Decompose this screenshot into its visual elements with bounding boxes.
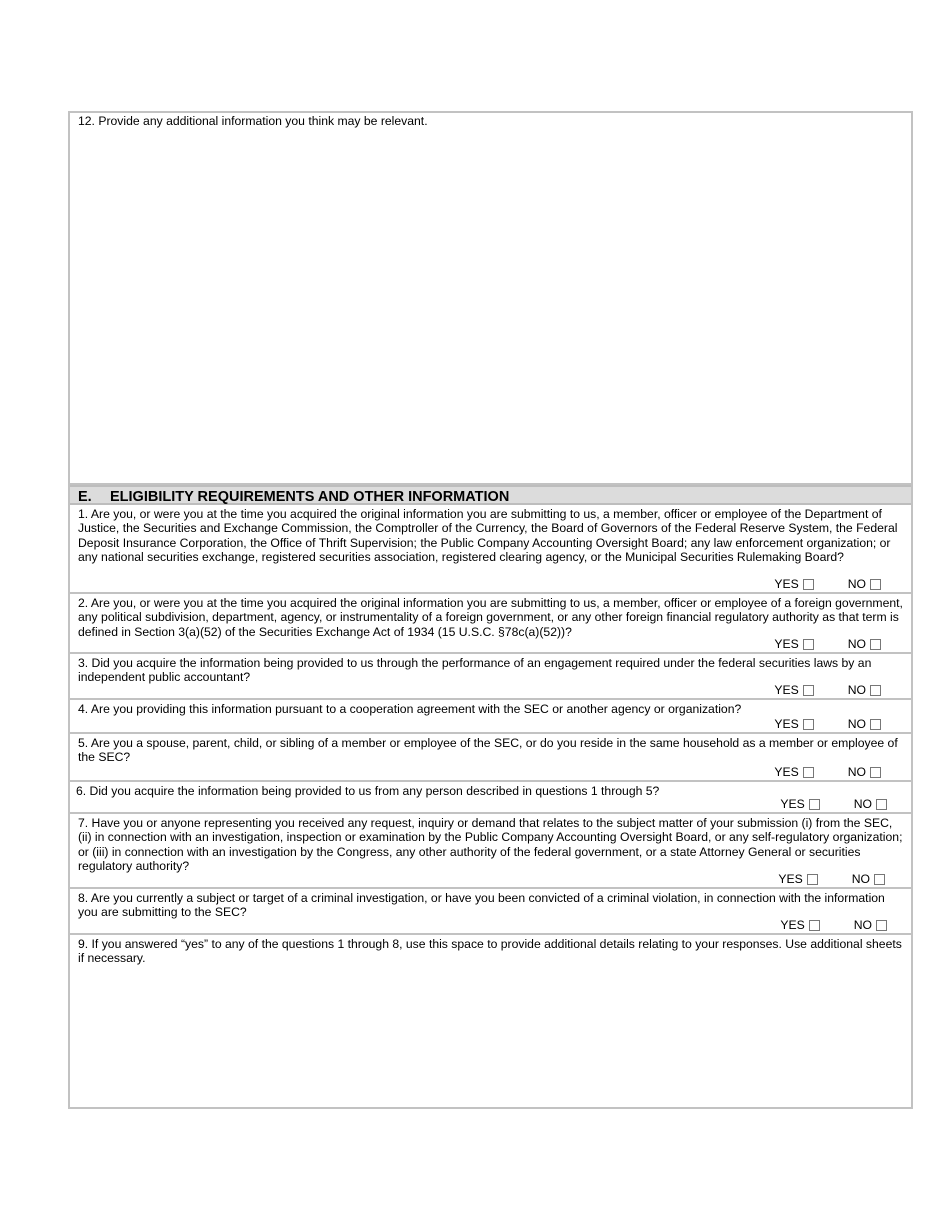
no-checkbox[interactable] (874, 874, 885, 885)
section-title: ELIGIBILITY REQUIREMENTS AND OTHER INFORMATION (110, 489, 510, 505)
no-label: NO (847, 576, 866, 591)
question-7-text: 7. Have you or anyone representing you received any request, inquiry or demand that relates to the subject matter of your submission (i) from the SEC, (ii) in connection with an investigation, inspection or examination by the Public Company Accounting Oversight Board, or any self-regulatory organization; or (iii) in connection with an investigation by the Congress, any other authority of the federal government, or a state Attorney General or securities regulatory authority? (78, 816, 903, 874)
no-checkbox[interactable] (870, 767, 881, 778)
question-5-cell (70, 734, 911, 782)
question-6-text: 6. Did you acquire the information being provided to us from any person described in questions 1 through 5? (76, 784, 660, 798)
question-9-text: 9. If you answered “yes” to any of the questions 1 through 8, use this space to provide additional details relating to your responses. Use additional sheets if necessary. (78, 937, 902, 966)
question-1-text: 1. Are you, or were you at the time you acquired the original information you are submitting to us, a member, officer or employee of the Department of Justice, the Securities and Exchange Commission, the Comptroller of the Currency, the Board of Governors of the Federal Reserve System, the Federal Deposit Insurance Corporation, the Office of Thrift Supervision; the Public Company Accounting Oversight Board; any law enforcement organization; or any national securities exchange, registered securities association, registered clearing agency, or the Municipal Securities Rulemaking Board? (78, 507, 898, 565)
question-1-cell (70, 505, 911, 594)
no-label: NO (851, 871, 870, 886)
yes-no-group (774, 683, 881, 697)
yes-label: YES (774, 764, 799, 779)
question-4-cell (70, 700, 911, 734)
yes-label: YES (780, 917, 805, 932)
yes-checkbox[interactable] (803, 685, 814, 696)
yes-label: YES (778, 871, 803, 886)
no-checkbox[interactable] (870, 719, 881, 730)
yes-no-group (774, 717, 881, 731)
no-label: NO (847, 682, 866, 697)
question-2-cell (70, 594, 911, 654)
yes-checkbox[interactable] (807, 874, 818, 885)
yes-no-group (774, 577, 881, 591)
section-e-header (70, 485, 911, 505)
yes-no-group (774, 765, 881, 779)
yes-no-group (778, 872, 885, 886)
yes-checkbox[interactable] (803, 579, 814, 590)
question-12-cell[interactable] (70, 113, 911, 485)
no-checkbox[interactable] (876, 920, 887, 931)
question-5-text: 5. Are you a spouse, parent, child, or sibling of a member or employee of the SEC, or do you reside in the same household as a member or employee of the SEC? (78, 736, 898, 765)
yes-no-group (780, 918, 887, 932)
yes-label: YES (774, 716, 799, 731)
question-8-text: 8. Are you currently a subject or target of a criminal investigation, or have you been convicted of a criminal violation, in connection with the information you are submitting to the SEC? (78, 891, 885, 920)
no-label: NO (853, 796, 872, 811)
no-checkbox[interactable] (870, 579, 881, 590)
yes-checkbox[interactable] (803, 767, 814, 778)
eligibility-form (68, 111, 913, 1109)
yes-checkbox[interactable] (809, 799, 820, 810)
question-2-text: 2. Are you, or were you at the time you acquired the original information you are submitting to us, a member, officer or employee of a foreign government, any political subdivision, department, agency, or instrumentality of a foreign government, or any other foreign financial regulatory authority as that term is defined in Section 3(a)(52) of the Securities Exchange Act of 1934 (15 U.S.C. §78c(a)(52))? (78, 596, 903, 639)
question-3-cell (70, 654, 911, 700)
question-8-cell (70, 889, 911, 935)
no-label: NO (853, 917, 872, 932)
yes-label: YES (774, 576, 799, 591)
no-label: NO (847, 764, 866, 779)
yes-no-group (774, 637, 881, 651)
no-label: NO (847, 636, 866, 651)
yes-no-group (780, 797, 887, 811)
question-12-text: 12. Provide any additional information you think may be relevant. (78, 114, 428, 128)
no-checkbox[interactable] (870, 639, 881, 650)
yes-label: YES (774, 636, 799, 651)
question-9-cell[interactable] (70, 935, 911, 1107)
yes-label: YES (774, 682, 799, 697)
question-7-cell (70, 814, 911, 889)
no-label: NO (847, 716, 866, 731)
yes-checkbox[interactable] (809, 920, 820, 931)
no-checkbox[interactable] (870, 685, 881, 696)
question-4-text: 4. Are you providing this information pursuant to a cooperation agreement with the SEC or another agency or organization? (78, 702, 742, 716)
no-checkbox[interactable] (876, 799, 887, 810)
yes-label: YES (780, 796, 805, 811)
yes-checkbox[interactable] (803, 639, 814, 650)
yes-checkbox[interactable] (803, 719, 814, 730)
question-6-cell (70, 782, 911, 814)
section-letter: E. (78, 489, 92, 505)
question-3-text: 3. Did you acquire the information being provided to us through the performance of an engagement required under the federal securities laws by an independent public accountant? (78, 656, 872, 685)
